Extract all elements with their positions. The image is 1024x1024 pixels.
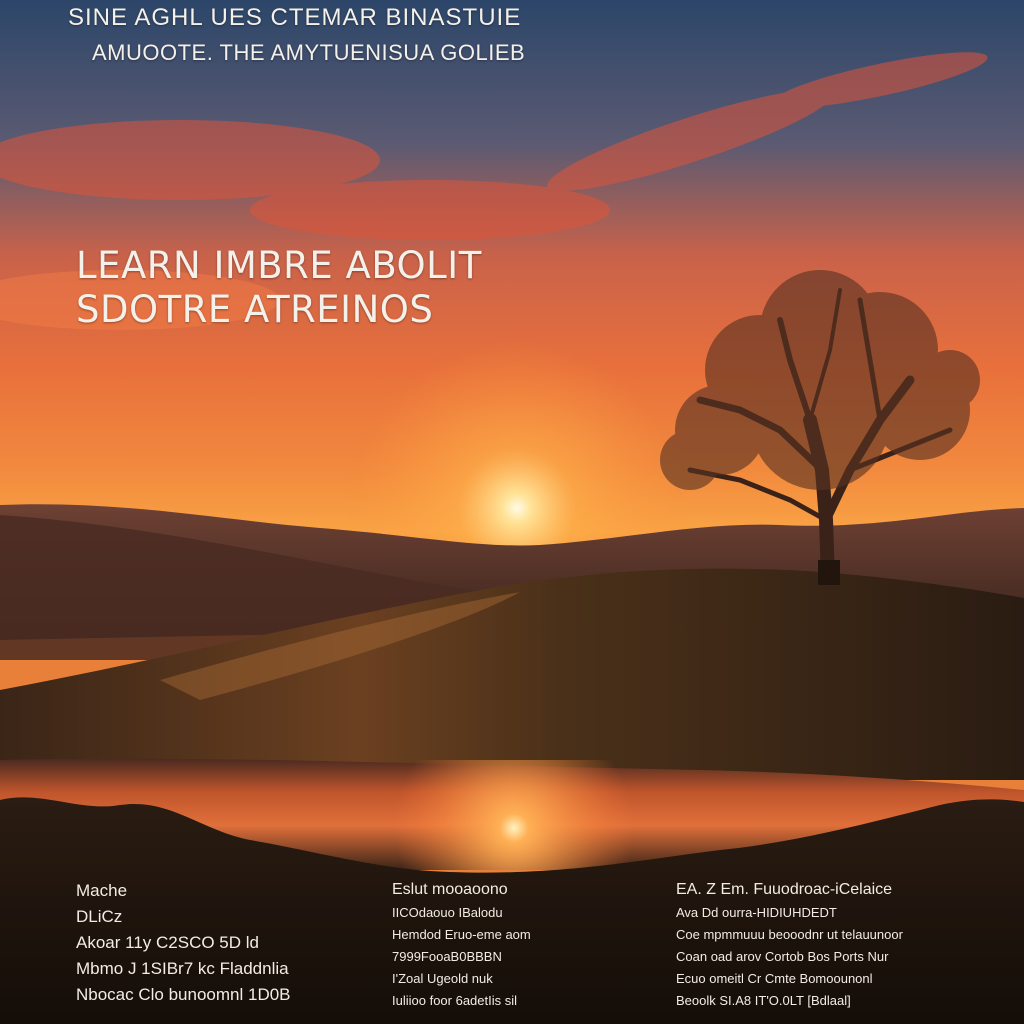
footer-text: Nbocac Clo bunoomnl 1D0B <box>76 985 291 1004</box>
footer-text: Coan oad arov Cortob Bos Ports Nur <box>676 949 889 964</box>
footer-text: 7999FooaB0BBBN <box>392 949 502 964</box>
header-line-2: AMUOOTE. THE AMYTUENISUA GOLIEB <box>92 40 526 65</box>
footer-heading: EA. Z Em. Fuuodroac-iCelaice <box>676 881 893 898</box>
headline <box>76 244 482 332</box>
footer-text: I'Zoal Ugeold nuk <box>392 971 493 986</box>
headline-line-2: SDOTRE ATREINOS <box>76 288 434 331</box>
footer-heading: Eslut mooaoono <box>392 881 508 898</box>
footer-text: Ecuo omeitl Cr Cmte Bomoounonl <box>676 971 873 986</box>
footer-text: IICOdaouo IBalodu <box>392 905 503 920</box>
footer-text: Akoar 11y C2SCO 5D ld <box>76 933 259 952</box>
footer-text: Beoolk SI.A8 IT'O.0LT [Bdlaal] <box>676 993 851 1008</box>
footer-text: Ava Dd ourra-HIDIUHDEDT <box>676 905 837 920</box>
footer-text: Coe mpmmuuu beooodnr ut telauunoor <box>676 927 903 942</box>
footer-text: Hemdod Eruo-eme aom <box>392 927 531 942</box>
footer-text: Iuliioo foor 6adetIis sil <box>392 993 518 1008</box>
headline-line-1: LEARN IMBRE ABOLIT <box>76 244 482 287</box>
footer-column-3 <box>676 878 903 1012</box>
footer-column-1 <box>76 878 291 1008</box>
footer-text: DLiCz <box>76 907 123 926</box>
footer-text: Mache <box>76 881 128 900</box>
footer-column-2 <box>392 878 531 1012</box>
header-line-1: SINE AGHL UES CTEMAR BINASTUIE <box>68 4 522 31</box>
footer-text: Mbmo J 1SIBr7 kc Fladdnlia <box>76 959 289 978</box>
